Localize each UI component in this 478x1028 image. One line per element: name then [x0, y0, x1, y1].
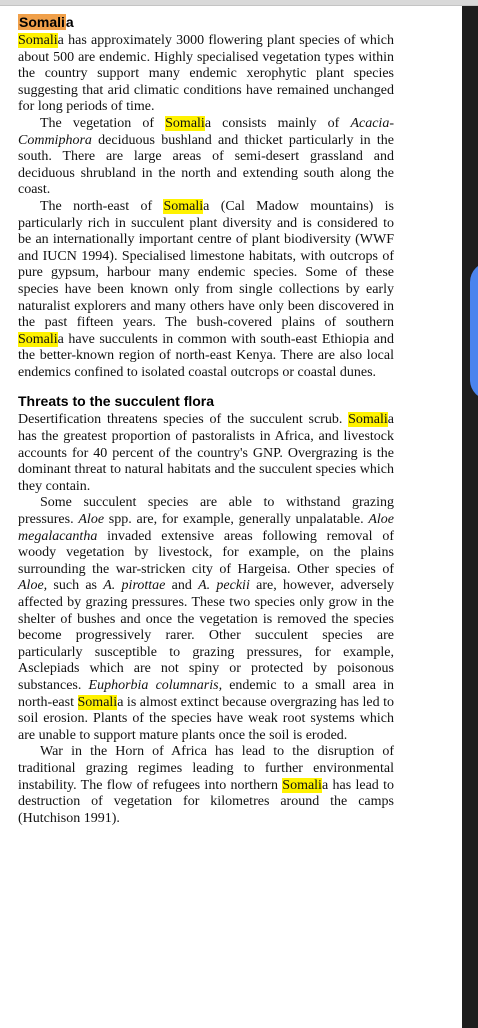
search-highlight: Somali — [348, 412, 388, 428]
text-run: are, however, adversely affected by grazing pressures. These two species only grow in the shelter of bushes and once the vegetation is removed the species become progressively rarer. Other succulent species are particularly susceptible to grazing pressures, for example, Asclepiads which are not spiny or protected by poisonous substances. — [18, 578, 394, 693]
paragraph — [18, 495, 394, 744]
search-highlight: Somali — [282, 777, 322, 793]
text-run: a consists mainly of — [204, 115, 351, 131]
viewer-side-gutter — [462, 6, 478, 1028]
text-run: endemic to a small area in north-east — [18, 677, 394, 710]
text-run: a has the greatest proportion of pastoralists in Africa, and livestock accounts for 40 percent of the country's GNP. Overgrazing is the dominant threat to natural habitats and the succulent species which they contain. — [18, 412, 394, 494]
text-run: spp. are, for example, generally unpalatable. — [104, 512, 369, 528]
paragraph — [18, 199, 394, 382]
section-heading: Threats to the succulent flora — [18, 393, 215, 410]
heading-rest: a — [65, 14, 74, 30]
text-run: Desertification threatens species of the succulent scrub. — [18, 412, 349, 428]
text-run: and — [165, 578, 199, 594]
search-highlight: Somali — [18, 331, 58, 347]
search-highlight: Somali — [19, 14, 65, 30]
text-run: Some succulent species are able to withstand grazing pressures. — [18, 495, 394, 528]
search-highlight: Somali — [165, 115, 205, 131]
page-heading — [18, 14, 394, 31]
paragraph — [18, 412, 394, 495]
search-highlight: Somali — [77, 694, 118, 710]
text-run: The vegetation of — [40, 115, 166, 131]
italic-text: Euphorbia columnaris, — [88, 677, 223, 693]
text-run: a has approximately 3000 flowering plant species of which about 500 are endemic. Highly specialised vegetation types within the country support many endemic xerophytic plant species suggesting that arid climatic conditions have remained unchanged for long periods of time. — [18, 33, 394, 115]
italic-text: Aloe, — [18, 578, 48, 594]
italic-text: Aloe megalacantha — [18, 512, 394, 544]
paragraph — [18, 33, 394, 116]
paragraph — [18, 116, 394, 199]
italic-text: A. pirottae — [103, 578, 166, 594]
text-run: a have succulents in common with south-east Ethiopia and the better-known region of north-east Kenya. There are also local endemics confined to isolated coastal outcrops or coastal dunes. — [18, 331, 394, 380]
side-panel-handle[interactable] — [470, 262, 478, 400]
paragraph — [18, 744, 394, 827]
text-run: invaded extensive areas following removal of woody vegetation by livestock, for example, on the plains surrounding the war-stricken city of Hargeisa. Other species of — [18, 528, 394, 577]
text-run: deciduous bushland and thicket particularly in the south. There are large areas of semi-desert grassland and deciduous shrubland in the north and extending south along the coast. — [18, 132, 394, 198]
italic-text: Acacia-Commiphora — [18, 115, 394, 148]
search-highlight: Somali — [18, 33, 58, 48]
text-run: The north-east of — [40, 198, 164, 214]
text-run: such as — [47, 578, 104, 594]
page-content — [18, 14, 394, 827]
text-run: a has lead to destruction of vegetation for kilometres around the camps (Hutchison 1991). — [18, 777, 394, 826]
text-run: a is almost extinct because overgrazing has led to soil erosion. Plants of the species have weak root systems which are unable to support mature plants once the soil is eroded. — [18, 694, 394, 743]
italic-text: Aloe — [78, 512, 105, 528]
italic-text: A. peckii — [198, 578, 250, 594]
text-run: a (Cal Madow mountains) is particularly rich in succulent plant diversity and is considered to be an internationally important centre of plant biodiversity (WWF and IUCN 1994). Specialised limestone habitats, with outcrops of pure gypsum, harbour many endemic species. Some of these species have been known only from single collections by early naturalist explorers and many others have only been discovered in the past fifteen years. The bush-covered plains of southern — [18, 198, 394, 331]
search-highlight: Somali — [163, 198, 204, 214]
document-page — [0, 6, 462, 1028]
text-run: War in the Horn of Africa has lead to the disruption of traditional grazing regimes leading to further environmental instability. The flow of refugees into northern — [18, 744, 394, 793]
